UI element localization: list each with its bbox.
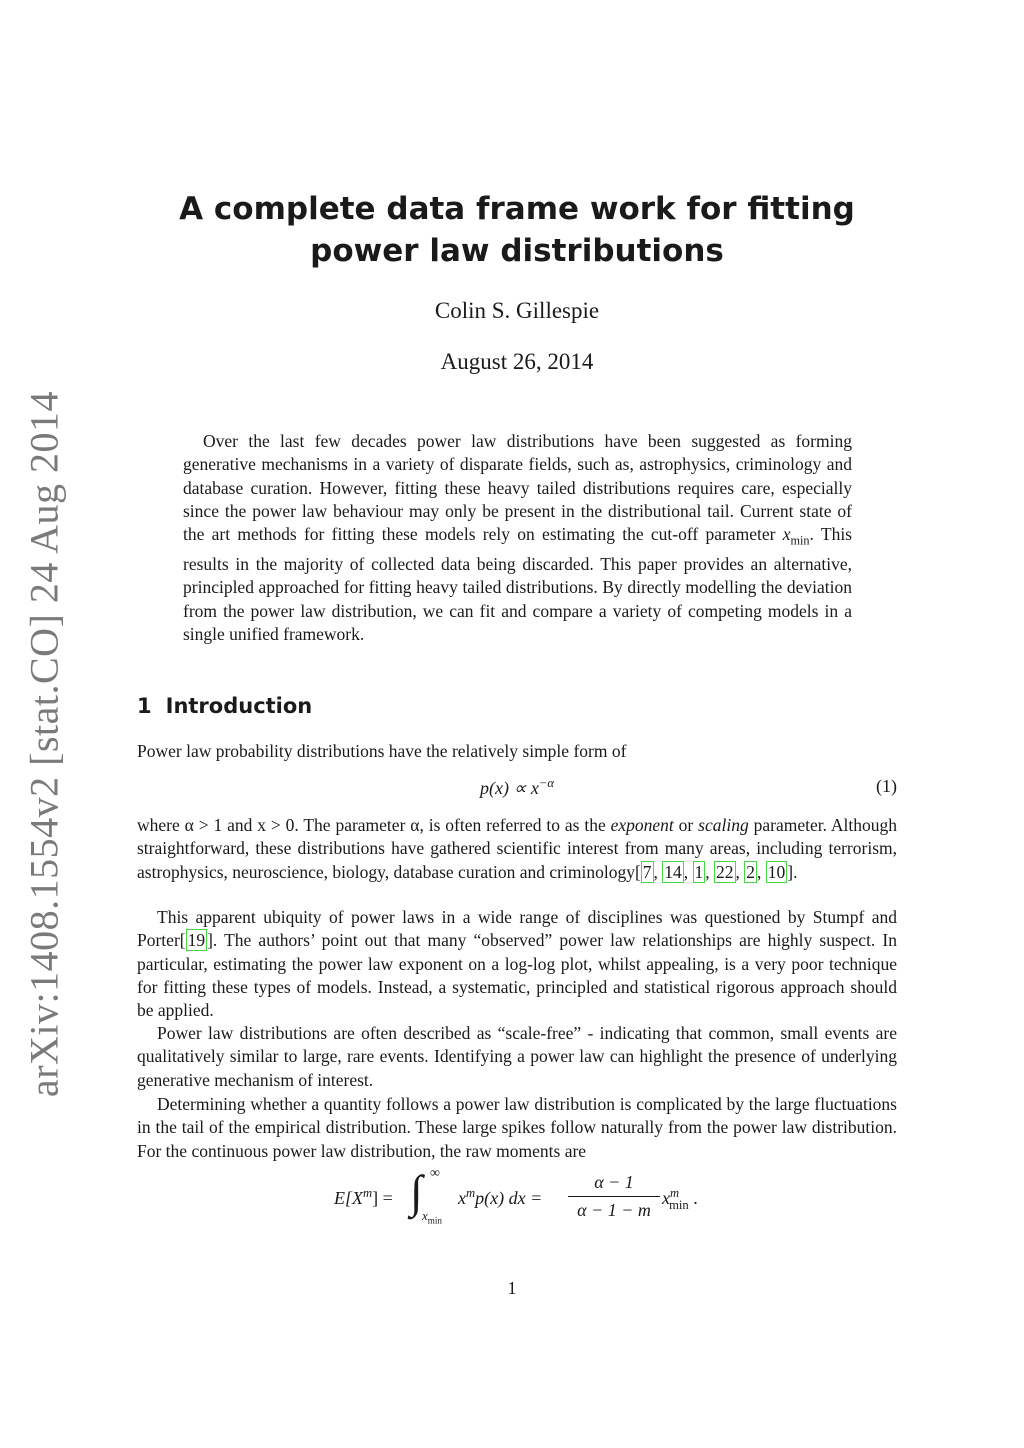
integral-lower-limit: $x_{min}$ [422,1208,442,1226]
citation-link[interactable]: 14 [664,861,682,882]
citation-link[interactable]: 7 [642,861,652,882]
author-name: Colin S. Gillespie [434,298,600,323]
paragraph-4: Determining whether a quantity follows a power law distribution is complicated by the large fluctuations in the tail of the empirical distribution. These large spikes follow naturally from the power law distribution. For the continuous power law distribution, the raw moments are [137,1094,897,1161]
moment-fraction [568,1172,660,1221]
citation-link[interactable]: 10 [767,861,786,882]
xmin-symbol: x [782,524,791,545]
intro-sentence: Power law probability distributions have the relatively simple form of [137,741,627,761]
paragraph-2: This apparent ubiquity of power laws in a wide range of disciplines was questioned by Stumpf and Porter[ 19 ]. The authors’ point out that many “observed” power law relationships are highly suspect. In particular, estimating the power law exponent on a log-log plot, whilst appealing, is a very poor technique for fitting these types of models. Instead, a systematic, principled and statistical rigorous approach should be applied. [137,907,897,1021]
term-exponent: exponent [610,815,674,835]
paragraph-1: where α > 1 and x > 0. The parameter α, is often referred to as the exponent or scaling parameter. Although straightforward, these distributions have gathered scientific interest from many areas, including terrorism, astrophysics, neuroscience, biology, database curation and criminology[ 7 , 14 , 1 , 22 , 2 , 10 ]. [137,815,898,882]
equation-1 [137,776,897,802]
citation-link[interactable]: 19 [187,930,206,951]
equation-1-expression: $p(x) \propto x^{-\alpha}$ [480,776,554,798]
citation-link[interactable]: 1 [694,861,704,882]
term-scaling: scaling [698,815,749,835]
abstract-text-end: . This results in the majority of collected data being discarded. This paper provides an alternative, principled approached for fitting heavy tailed distributions. By directly modelling the deviation from the power law distribution, we can fit and compare a variety of competing models in a single unified framework. [183,524,852,644]
abstract-text-start: Over the last few decades power law distributions have been suggested as forming generative mechanisms in a variety of disparate fields, such as, astrophysics, criminology and database curation. However, fitting these heavy tailed distributions requires care, especially since the power law behaviour may only be present in the distributional tail. Current state of the art methods for fitting these models rely on estimating the cut-off parameter [183,431,852,545]
section-heading [137,694,312,718]
page-number: 1 [507,1278,517,1298]
paragraph-3: Power law distributions are often described as “scale-free” - indicating that common, small events are qualitatively similar to large, rare events. Identifying a power law can highlight the presence of underlying generative mechanism of interest. [137,1023,897,1090]
section-number: 1 [137,694,152,718]
integrand: $x^mp(x)$ dx = [458,1186,543,1208]
arxiv-identifier-stamp: arXiv:1408.1554v2 [stat.CO] 24 Aug 2014 [21,390,67,1098]
equation-2-tail: $x^m_{min}$ . [662,1186,698,1212]
integral-upper-limit: ∞ [430,1166,440,1181]
citation-link[interactable]: 22 [716,861,734,882]
integral-sign: ∫ [410,1166,423,1217]
abstract [183,430,852,646]
fraction-bar [568,1196,660,1197]
publication-date: August 26, 2014 [440,349,594,374]
equation-2-lhs: $E[X^m]$ = [334,1186,393,1208]
fraction-denominator: α − 1 − m [577,1200,651,1221]
xmin-subscript: min [790,533,810,548]
fraction-numerator: α − 1 [594,1172,634,1192]
equation-2 [300,1168,740,1232]
paper-title: A complete data frame work for fitting power law distributions [179,191,855,269]
section-title: Introduction [165,694,313,718]
equation-1-number: (1) [876,776,897,796]
citation-link[interactable]: 2 [746,861,756,882]
